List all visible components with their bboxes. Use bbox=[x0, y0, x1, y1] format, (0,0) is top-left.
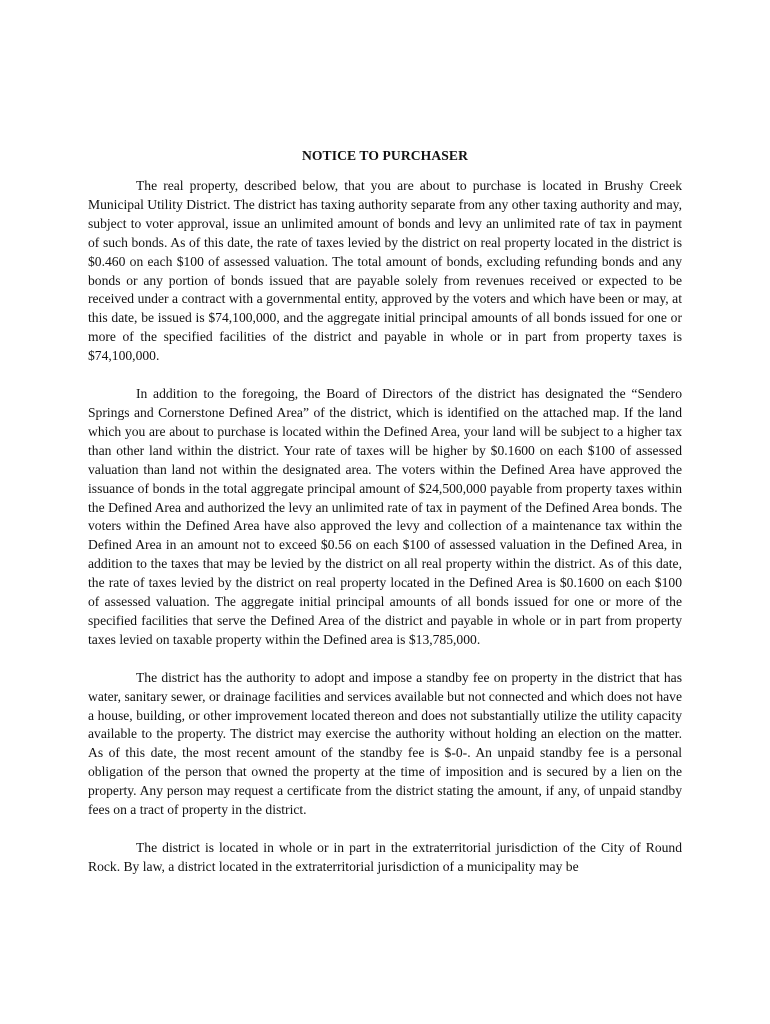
paragraph-standby-fee: The district has the authority to adopt and impose a standby fee on property in the district that has water, sanitary sewer, or drainage facilities and services available but not connected and which does not have a house, building, or other improvement located thereon and does not substantially utilize the utility capacity available to the property. The district may exercise the authority without holding an election on the matter. As of this date, the most recent amount of the standby fee is $-0-. An unpaid standby fee is a personal obligation of the person that owned the property at the time of imposition and is secured by a lien on the property. Any person may request a certificate from the district stating the amount, if any, of unpaid standby fees on a tract of property in the district. bbox=[88, 669, 682, 818]
paragraph-district-taxes: The real property, described below, that you are about to purchase is located in Brushy Creek Municipal Utility District. The district has taxing authority separate from any other taxing authority and may, subject to voter approval, issue an unlimited amount of bonds and levy an unlimited rate of tax in payment of such bonds. As of this date, the rate of taxes levied by the district on real property located in the district is $0.460 on each $100 of assessed valuation. The total amount of bonds, excluding refunding bonds and any bonds or any portion of bonds issued that are payable solely from revenues received or expected to be received under a contract with a governmental entity, approved by the voters and which have been or may, at this date, be issued is $74,100,000, and the aggregate initial principal amounts of all bonds issued for one or more of the specified facilities of the district and payable in whole or in part from property taxes is $74,100,000. bbox=[88, 178, 682, 364]
paragraph-extraterritorial-jurisdiction: The district is located in whole or in part in the extraterritorial jurisdiction of the City of Round Rock. By law, a district located in the extraterritorial jurisdiction of a municipality may be bbox=[88, 840, 682, 874]
paragraph-defined-area: In addition to the foregoing, the Board of Directors of the district has designated the “Sendero Springs and Cornerstone Defined Area” of the district, which is identified on the attached map. If the land which you are about to purchase is located within the Defined Area, your land will be subject to a higher tax than other land within the district. Your rate of taxes will be higher by $0.1600 on each $100 of assessed valuation than land not within the designated area. The voters within the Defined Area have approved the issuance of bonds in the total aggregate principal amount of $24,500,000 payable from property taxes within the Defined Area and authorized the levy an unlimited rate of tax in payment of the Defined Area bonds. The voters within the Defined Area have also approved the levy and collection of a maintenance tax within the Defined Area in an amount not to exceed $0.56 on each $100 of assessed valuation in the Defined Area, in addition to the taxes that may be levied by the district on all real property within the district. As of this date, the rate of taxes levied by the district on real property located in the Defined Area is $0.1600 on each $100 of assessed valuation. The aggregate initial principal amounts of all bonds issued for one or more of the specified facilities that serve the Defined Area of the district and payable in whole or in part from property taxes levied on taxable property within the Defined area is $13,785,000. bbox=[88, 386, 682, 647]
document-page bbox=[88, 146, 682, 1006]
document-title: NOTICE TO PURCHASER bbox=[301, 148, 469, 163]
